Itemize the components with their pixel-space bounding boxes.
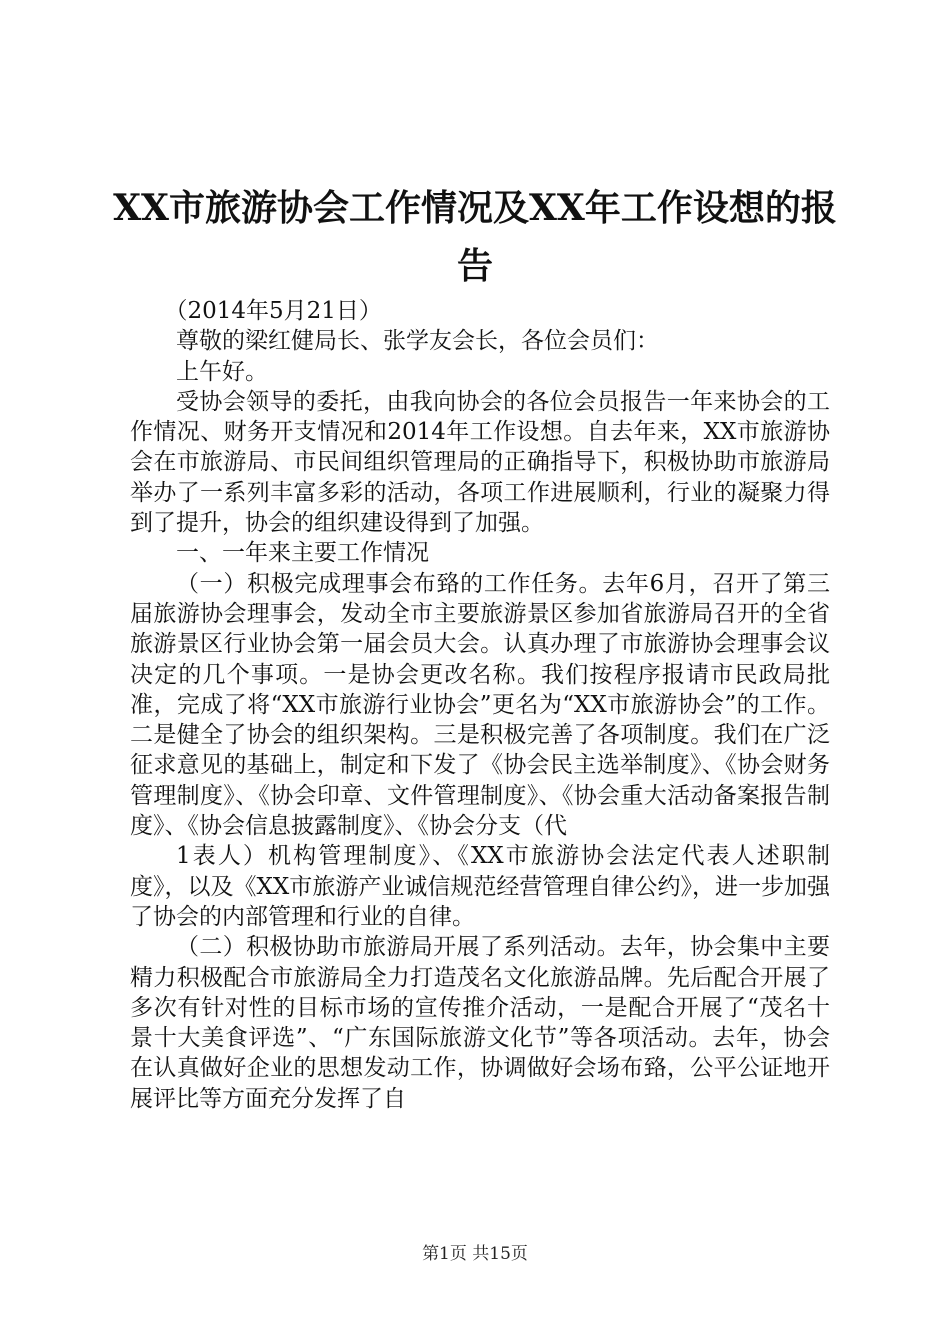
body-paragraph: （一）积极完成理事会布臵的工作任务。去年6月，召开了第三届旅游协会理事会，发动全市主要旅游景区参加省旅游局召开的全省旅游景区行业协会第一届会员大会。认真办理了市旅游协会理事会议决定的几个事项。一是协会更改名称。我们按程序报请市民政局批准，完成了将“XX市旅游行业协会”更名为“XX市旅游协会”的工作。二是健全了协会的组织架构。三是积极完善了各项制度。我们在广泛征求意见的基础上，制定和下发了《协会民主选举制度》、《协会财务管理制度》、《协会印章、文件管理制度》、《协会重大活动备案报告制度》、《协会信息披露制度》、《协会分支（代 [130, 570, 830, 840]
report-date: （2014年5月21日） [164, 298, 382, 324]
document-title: XX市旅游协会工作情况及XX年工作设想的报 [113, 187, 837, 229]
body-paragraph: 1表人）机构管理制度》、《XX市旅游协会法定代表人述职制度》，以及《XX市旅游产业诚信规范经营管理自律公约》，进一步加强了协会的内部管理和行业的自律。 [130, 843, 830, 930]
body-paragraph: （二）积极协助市旅游局开展了系列活动。去年，协会集中主要精力积极配合市旅游局全力打造茂名文化旅游品牌。先后配合开展了多次有针对性的目标市场的宣传推介活动，一是配合开展了“茂名十景十大美食评选”、“广东国际旅游文化节”等各项活动。去年，协会在认真做好企业的思想发动工作，协调做好会场布臵，公平公证地开展评比等方面充分发挥了自 [130, 934, 830, 1112]
document-body [130, 296, 830, 1114]
salutation: 尊敬的梁红健局长、张学友会长，各位会员们： [176, 328, 659, 355]
intro-paragraph: 受协会领导的委托，由我向协会的各位会员报告一年来协会的工作情况、财务开支情况和2014年工作设想。自去年来，XX市旅游协会在市旅游局、市民间组织管理局的正确指导下，积极协助市旅游局举办了一系列丰富多彩的活动，各项工作进展顺利，行业的凝聚力得到了提升，协会的组织建设得到了加强。 [130, 388, 830, 537]
page-number: 第1页 共15页 [422, 1244, 528, 1264]
section-heading: 一、一年来主要工作情况 [176, 540, 429, 567]
greeting: 上午好。 [176, 358, 268, 385]
document-title-continued: 告 [456, 245, 493, 287]
